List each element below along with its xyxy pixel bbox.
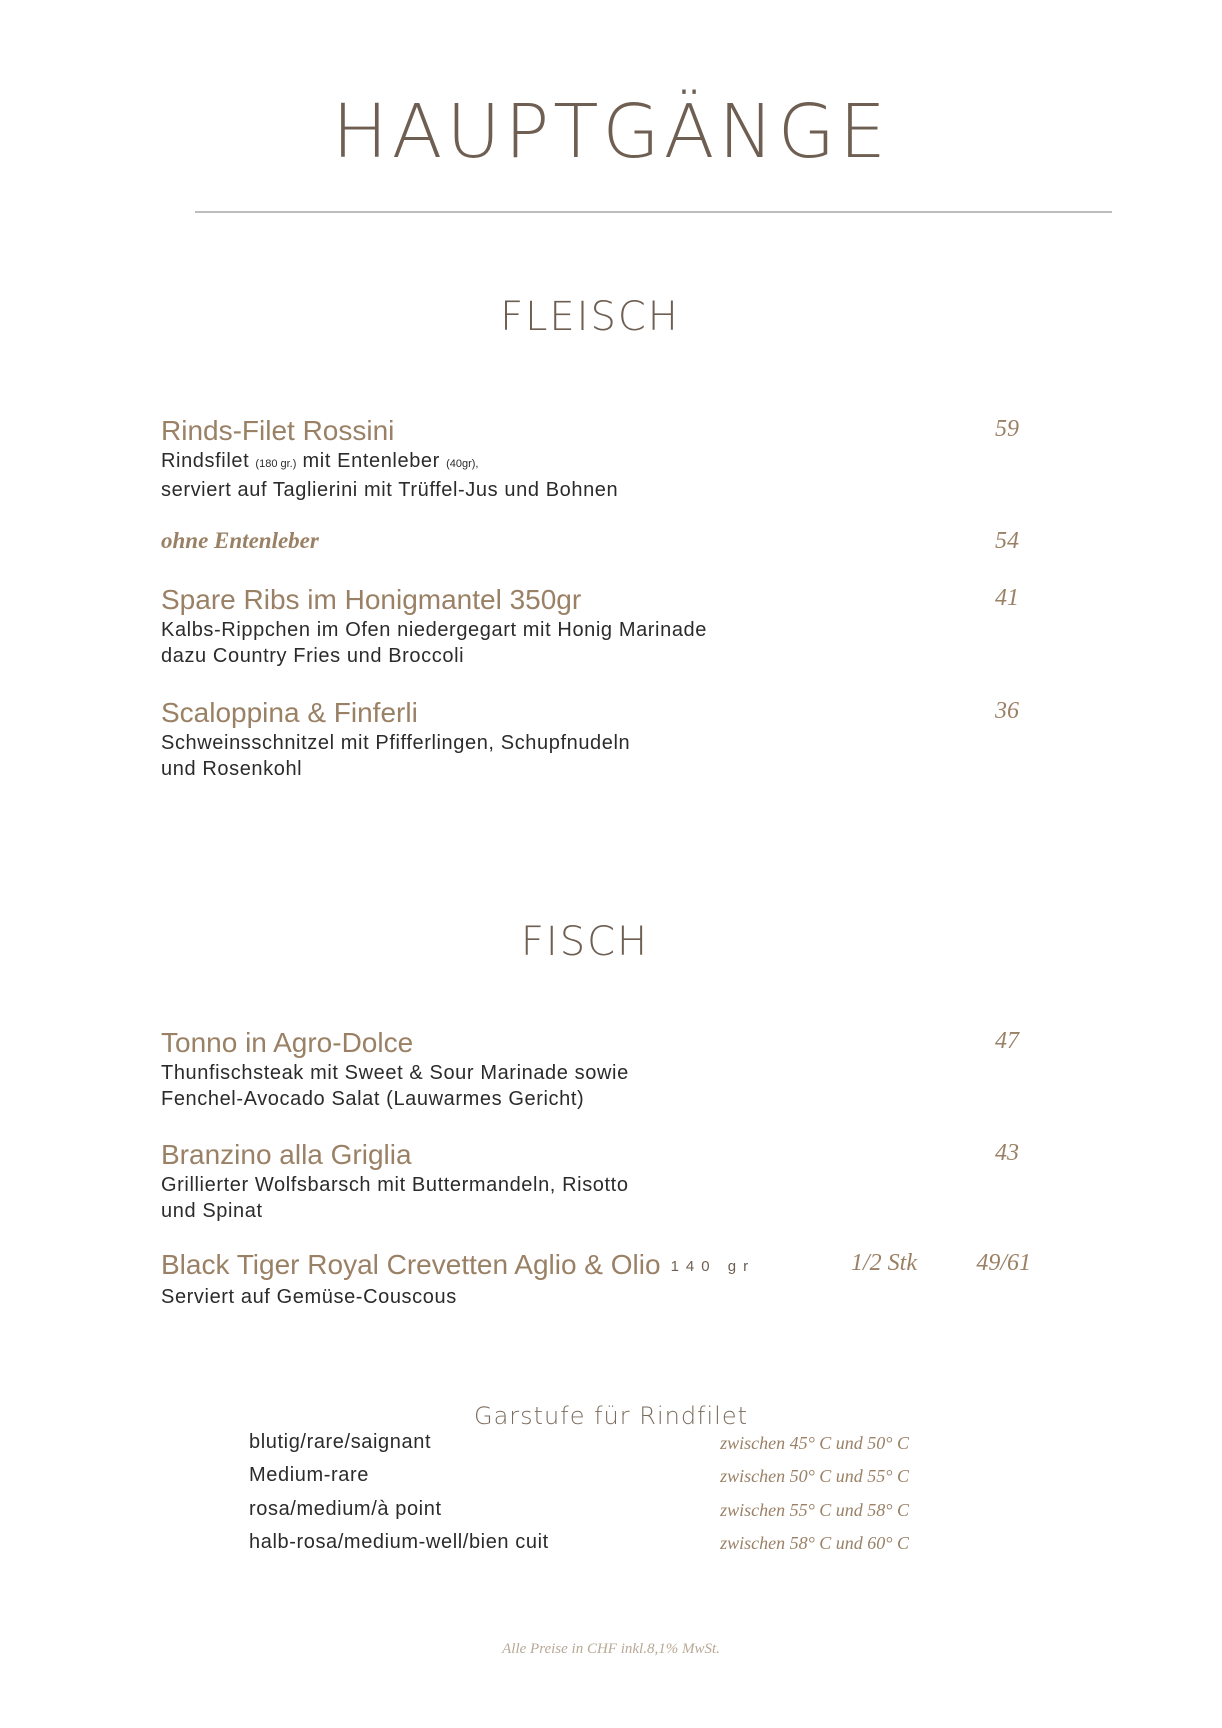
dish-description: Grillierter Wolfsbarsch mit Buttermandeln, Risotto xyxy=(161,1174,629,1196)
garstufe-row xyxy=(249,1498,909,1528)
dish-price: 43 xyxy=(995,1140,1019,1166)
title-divider xyxy=(195,211,1112,213)
dish-black-tiger-crevetten xyxy=(161,1248,1031,1310)
dish-description: Rindsfilet (180 gr.) mit Entenleber (40gr), xyxy=(161,450,479,472)
dish-tonno xyxy=(161,1026,1031,1112)
garstufe-label: rosa/medium/à point xyxy=(249,1498,442,1520)
dish-description: dazu Country Fries und Broccoli xyxy=(161,645,465,667)
section-heading-fish: FISCH xyxy=(520,919,650,965)
garstufe-temperature: zwischen 58° C und 60° C xyxy=(720,1533,909,1553)
garstufe-label: halb-rosa/medium-well/bien cuit xyxy=(249,1531,549,1553)
dish-name: Scaloppina & Finferli xyxy=(161,697,418,728)
dish-description: Kalbs-Rippchen im Ofen niedergegart mit Honig Marinade xyxy=(161,619,707,641)
garstufe-row xyxy=(249,1431,909,1461)
dish-name: Black Tiger Royal Crevetten Aglio & Olio 140 gr xyxy=(161,1249,756,1280)
garstufe-label: blutig/rare/saignant xyxy=(249,1431,432,1453)
dish-rinds-filet-rossini xyxy=(161,414,1031,503)
dish-name: Branzino alla Griglia xyxy=(161,1139,412,1170)
dish-scaloppina xyxy=(161,696,1031,782)
dish-description: und Rosenkohl xyxy=(161,758,303,780)
dish-name: Rinds-Filet Rossini xyxy=(161,415,395,446)
dish-price: 47 xyxy=(995,1028,1019,1054)
garstufe-label: Medium-rare xyxy=(249,1464,369,1486)
dish-name: Spare Ribs im Honigmantel 350gr xyxy=(161,584,582,615)
variant-price: 54 xyxy=(995,528,1019,554)
dish-portion-label: 1/2 Stk xyxy=(851,1250,917,1276)
variant-name: ohne Entenleber xyxy=(161,528,319,553)
garstufe-title: Garstufe für Rindfilet xyxy=(473,1402,749,1430)
dish-price: 41 xyxy=(995,585,1019,611)
dish-name: Tonno in Agro-Dolce xyxy=(161,1027,414,1058)
garstufe-temperature: zwischen 50° C und 55° C xyxy=(720,1466,909,1486)
price-footnote: Alle Preise in CHF inkl.8,1% MwSt. xyxy=(502,1641,720,1657)
dish-spare-ribs xyxy=(161,583,1031,669)
dish-price: 49/61 xyxy=(976,1250,1031,1276)
garstufe-row xyxy=(249,1531,909,1561)
dish-description: Fenchel-Avocado Salat (Lauwarmes Gericht) xyxy=(161,1088,585,1110)
garstufe-temperature: zwischen 45° C und 50° C xyxy=(720,1433,909,1453)
dish-description: serviert auf Taglierini mit Trüffel-Jus und Bohnen xyxy=(161,479,619,501)
dish-branzino xyxy=(161,1138,1031,1224)
dish-description: und Spinat xyxy=(161,1200,263,1222)
dish-description: Schweinsschnitzel mit Pfifferlingen, Schupfnudeln xyxy=(161,732,631,754)
dish-price: 36 xyxy=(995,698,1019,724)
section-heading-meat: FLEISCH xyxy=(500,294,680,340)
garstufe-row xyxy=(249,1464,909,1494)
dish-description: Serviert auf Gemüse-Couscous xyxy=(161,1285,457,1308)
dish-variant xyxy=(161,528,1031,554)
dish-price: 59 xyxy=(995,416,1019,442)
dish-weight: 140 gr xyxy=(670,1257,756,1275)
garstufe-temperature: zwischen 55° C und 58° C xyxy=(720,1500,909,1520)
page-title: HAUPTGÄNGE xyxy=(332,89,890,175)
dish-description: Thunfischsteak mit Sweet & Sour Marinade sowie xyxy=(161,1062,629,1084)
